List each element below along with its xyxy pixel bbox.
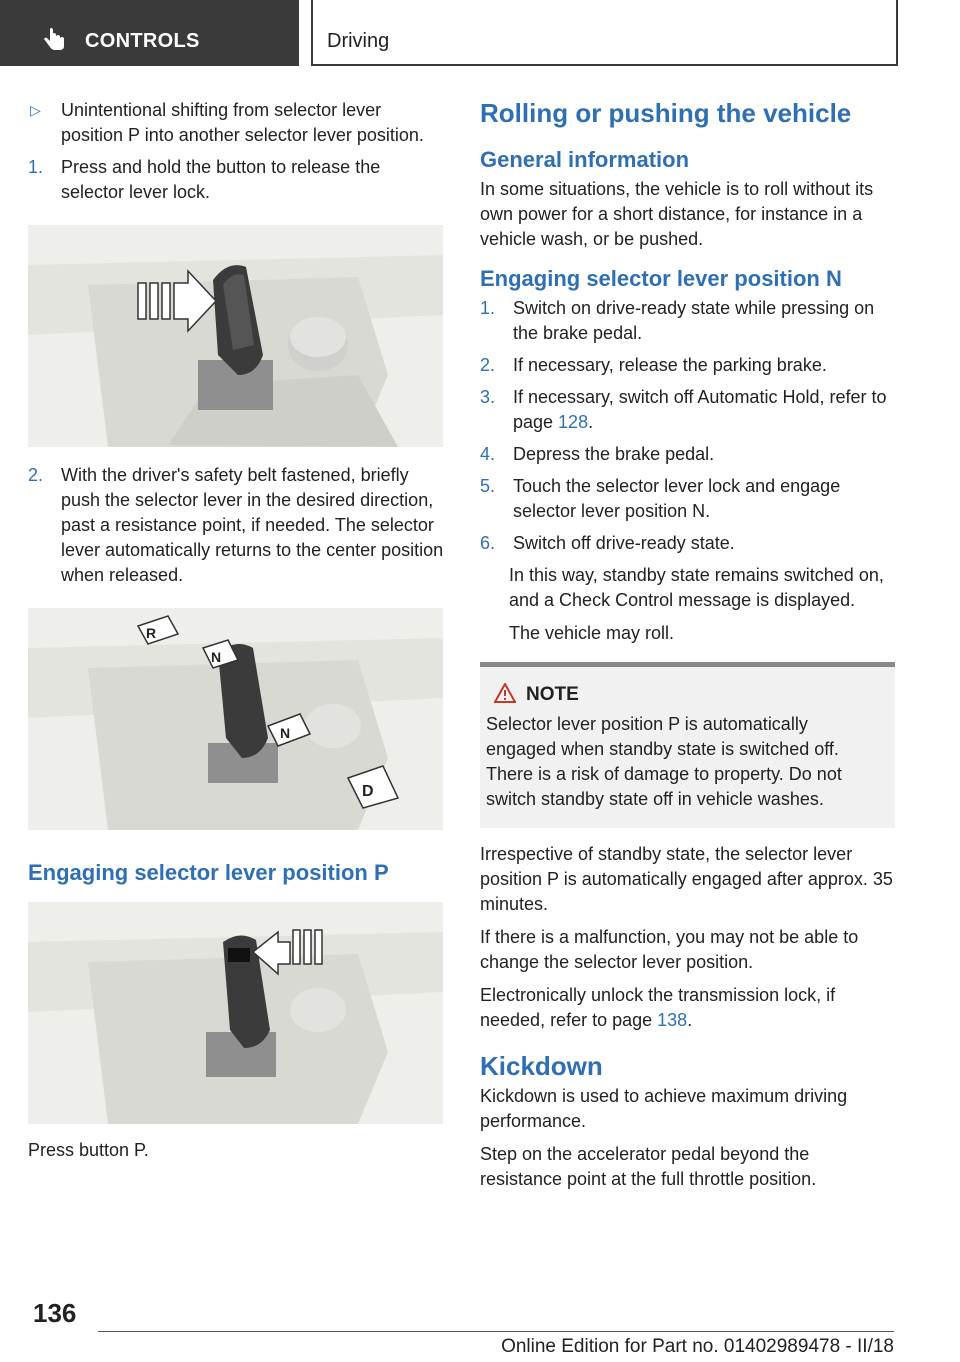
step-text: With the driver's safety belt fastened, briefly push the selector lever in the desired direction, past a resistance point, if needed. The selector lever automatically returns to the center position when released. (61, 465, 444, 585)
step-text: Switch on drive-ready state while pressing on the brake pedal. (513, 298, 875, 343)
step-item (28, 155, 446, 205)
step-item (480, 296, 895, 346)
heading-engaging-n: Engaging selector lever position N (480, 266, 842, 291)
step-number: 4. (480, 444, 496, 464)
step-number: 3. (480, 387, 496, 407)
label-n-bottom: N (280, 725, 291, 741)
step-number: 6. (480, 533, 496, 553)
step-text: Depress the brake pedal. (513, 444, 715, 464)
note-text: Selector lever position P is automatically engaged when standby state is switched off. There is a risk of damage to property. Do not switch standby state off in vehicle washes. (486, 714, 842, 809)
step-text-end: . (588, 412, 594, 432)
step-number: 2. (480, 355, 496, 375)
press-button-text: Press button P. (28, 1140, 149, 1160)
kickdown-text: Kickdown is used to achieve maximum driving performance. (480, 1086, 848, 1131)
note-title: NOTE (526, 684, 579, 705)
paragraph (480, 983, 895, 1033)
paragraph-text: Electronically unlock the transmission lock, if needed, refer to page (480, 985, 836, 1030)
step-text: Press and hold the button to release the selector lever lock. (61, 157, 381, 202)
step-item (480, 385, 895, 435)
page-link-128[interactable]: 128 (558, 412, 589, 432)
chapter-title: Driving (327, 30, 390, 52)
paragraph-end: . (687, 1010, 693, 1030)
page-number: 136 (33, 1298, 77, 1328)
step-number: 1. (28, 157, 44, 177)
paragraph: Irrespective of standby state, the selector lever position P is automatically engaged after approx. 35 minutes. (480, 844, 893, 914)
step-text: Switch off drive-ready state. (513, 533, 735, 553)
bullet-item (28, 98, 446, 148)
kickdown-text: Step on the accelerator pedal beyond the resistance point at the full throttle position. (480, 1144, 817, 1189)
figure-lever-positions (28, 608, 443, 830)
note-box (480, 662, 895, 828)
step-item (480, 531, 895, 556)
step-text: If necessary, switch off Automatic Hold, refer to page (513, 387, 887, 432)
warning-triangle-icon (494, 683, 516, 703)
step-text: Touch the selector lever lock and engage selector lever position N. (513, 476, 841, 521)
chapter-header (311, 0, 898, 66)
step-item (480, 353, 895, 378)
label-r: R (146, 625, 157, 641)
heading-engaging-p: Engaging selector lever position P (28, 860, 389, 885)
footer-divider (98, 1331, 894, 1332)
heading-rolling: Rolling or pushing the vehicle (480, 98, 852, 128)
bullet-text: Unintentional shifting from selector lever position P into another selector lever position. (61, 100, 424, 145)
edition-info: Online Edition for Part no. 01402989478 - II/18 (501, 1336, 894, 1357)
heading-general: General information (480, 147, 690, 172)
note-header (486, 683, 881, 706)
section-tab (0, 0, 299, 66)
step-number: 1. (480, 298, 496, 318)
label-d: D (362, 783, 374, 800)
step-item (480, 442, 895, 467)
step-number: 2. (28, 465, 44, 485)
page-link-138[interactable]: 138 (657, 1010, 688, 1030)
right-column (480, 98, 895, 1200)
section-title: CONTROLS (85, 30, 200, 52)
figure-button-p (28, 902, 443, 1124)
heading-kickdown: Kickdown (480, 1051, 603, 1081)
step-item (28, 463, 446, 588)
left-column (28, 98, 446, 1171)
hand-pointer-icon (42, 28, 68, 54)
figure-lever-release-button (28, 225, 443, 447)
step-continuation: In this way, standby state remains switched on, and a Check Control message is displayed. (509, 565, 884, 610)
label-n-top: N (211, 649, 222, 665)
step-item (480, 474, 895, 524)
step-text: If necessary, release the parking brake. (513, 355, 827, 375)
general-text: In some situations, the vehicle is to roll without its own power for a short distance, for instance in a vehicle wash, or be pushed. (480, 179, 874, 249)
step-number: 5. (480, 476, 496, 496)
paragraph: If there is a malfunction, you may not be able to change the selector lever position. (480, 927, 859, 972)
step-continuation: The vehicle may roll. (509, 623, 675, 643)
triangle-bullet-icon: ▷ (30, 102, 41, 118)
